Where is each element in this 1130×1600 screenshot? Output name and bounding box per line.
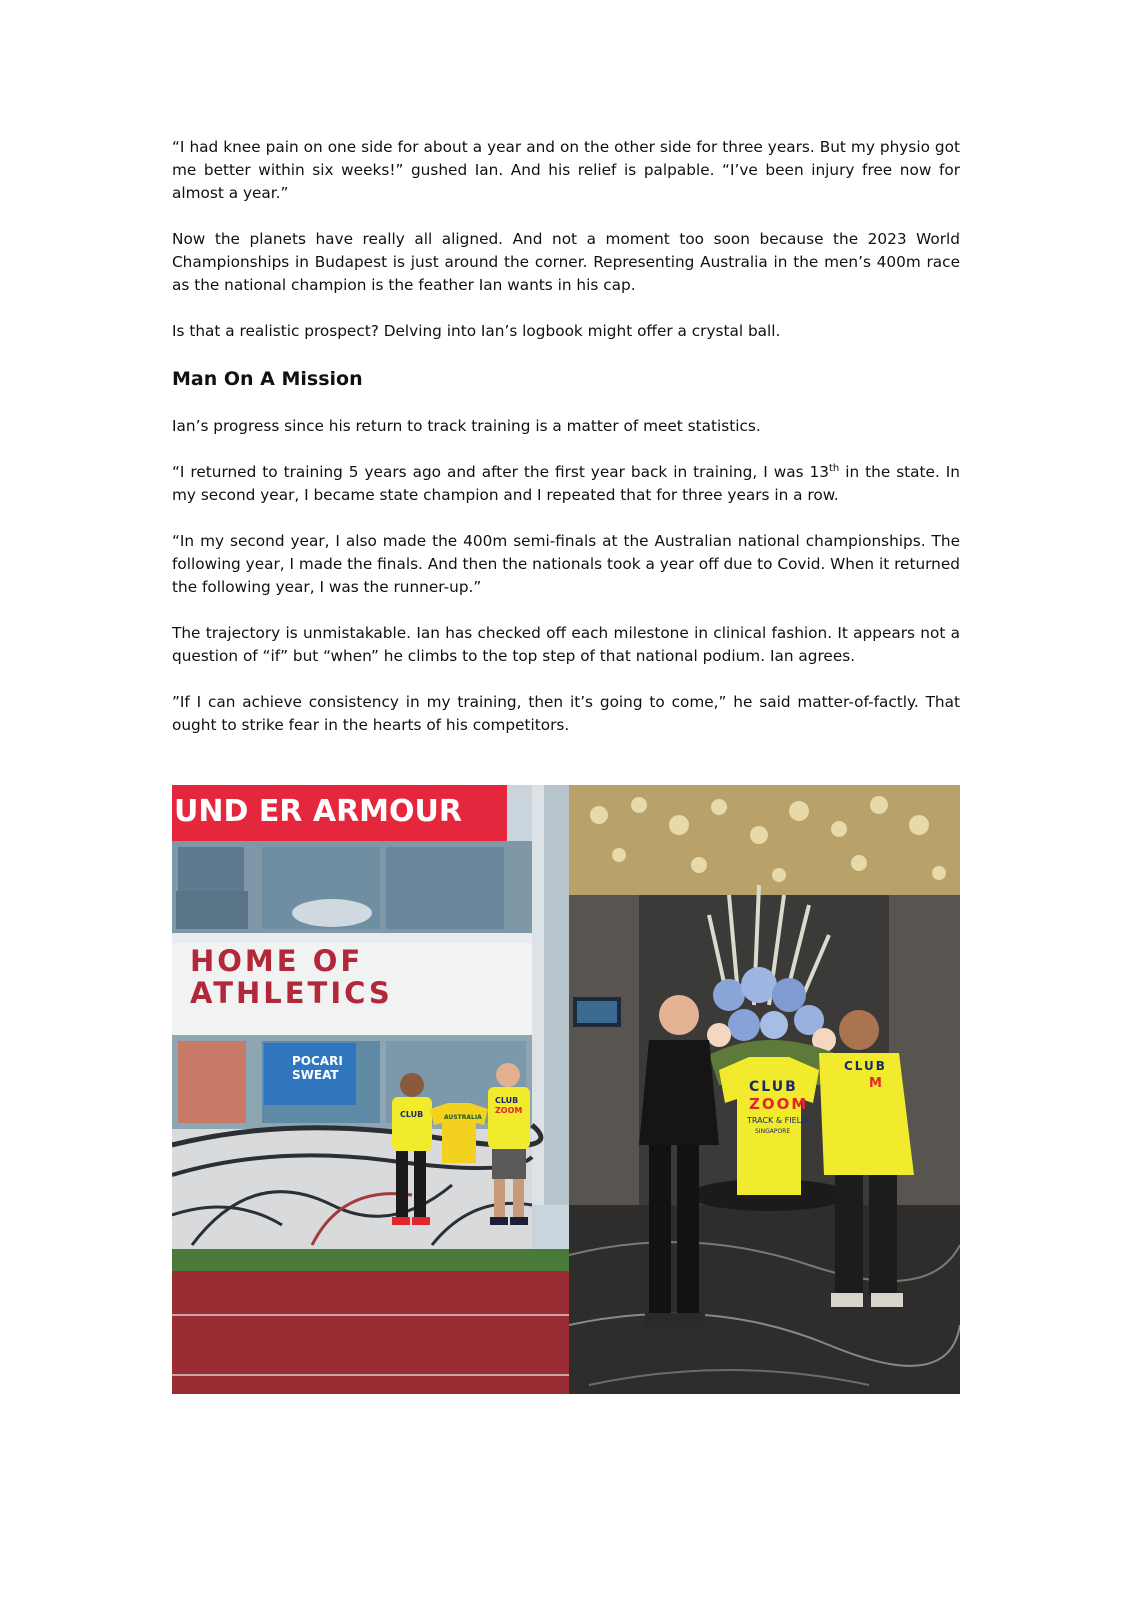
- shirt-line3: TRACK & FIELD: [747, 1116, 808, 1125]
- shirt-line1: CLUB: [749, 1079, 798, 1095]
- article-body: [172, 136, 960, 760]
- shirt-right-text-line2: ZOOM: [495, 1106, 523, 1115]
- sign-brand-text: UND ER ARMOUR: [174, 794, 462, 829]
- paragraph-progress: Ian’s progress since his return to track training is a matter of meet statistics.: [172, 417, 761, 435]
- ordinal-suffix: th: [828, 462, 840, 474]
- stadium-illustration: [172, 785, 569, 1394]
- shirt-right-text-line1: CLUB: [495, 1096, 519, 1105]
- photo-collage: [172, 785, 960, 1394]
- shirt-line4: SINGAPORE: [755, 1128, 791, 1135]
- paragraph-returned-part2: in the state. In my second year, I became state champion and I repeated that for three years in a row.: [172, 463, 960, 504]
- paragraph-returned-training: [172, 461, 960, 507]
- paragraph-second-year: “In my second year, I also made the 400m semi-finals at the Australian national championships. The following year, I made the finals. And then the nationals took a year off due to Covid. When it returned the following year, I was the runner-up.”: [172, 532, 960, 596]
- shirt-left-text: CLUB: [400, 1110, 424, 1119]
- lobby-illustration: [569, 785, 960, 1394]
- poster-text-line2: SWEAT: [292, 1068, 339, 1082]
- man-shirt-line1: CLUB: [844, 1059, 887, 1073]
- paragraph-realistic-prospect: Is that a realistic prospect? Delving into Ian’s logbook might offer a crystal ball.: [172, 322, 781, 340]
- paragraph-planets-aligned: Now the planets have really all aligned. And not a moment too soon because the 2023 World Championships in Budapest is just around the corner. Representing Australia in the men’s 400m race as the national champion is the feather Ian wants in his cap.: [172, 230, 960, 294]
- shirt-line2: ZOOM: [749, 1095, 809, 1113]
- mural-wall: [172, 1129, 532, 1249]
- paragraph-trajectory: The trajectory is unmistakable. Ian has checked off each milestone in clinical fashion. It appears not a question of “if” but “when” he climbs to the top step of that national podium. Ian agrees.: [172, 624, 960, 665]
- poster-text-line1: POCARI: [292, 1054, 343, 1068]
- paragraph-knee-pain: “I had knee pain on one side for about a year and on the other side for three years. But my physio got me better within six weeks!” gushed Ian. And his relief is palpable. “I’ve been injury free now for almost a year.”: [172, 138, 960, 202]
- paragraph-consistency: ”If I can achieve consistency in my training, then it’s going to come,” he said matter-of-factly. That ought to strike fear in the hearts of his competitors.: [172, 693, 960, 734]
- paragraph-returned-part1: “I returned to training 5 years ago and after the first year back in training, I was 13: [172, 463, 829, 481]
- photo-lobby: [569, 785, 960, 1394]
- jersey-text: AUSTRALIA: [444, 1114, 482, 1121]
- wall-text-line1: HOME OF: [190, 944, 364, 978]
- wall-text-line2: ATHLETICS: [190, 976, 393, 1010]
- section-heading: Man On A Mission: [172, 368, 363, 390]
- photo-stadium: [172, 785, 569, 1394]
- man-shirt-line2: M: [869, 1076, 882, 1091]
